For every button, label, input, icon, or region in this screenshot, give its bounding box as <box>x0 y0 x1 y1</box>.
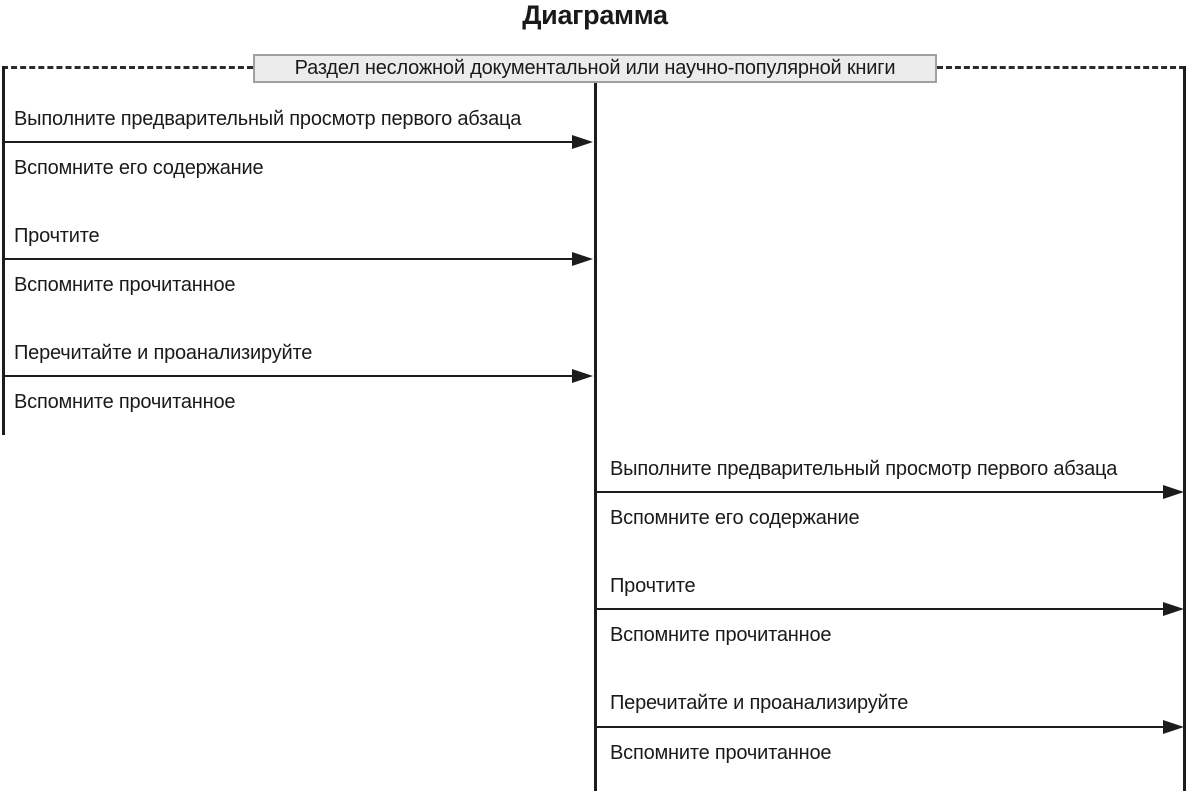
arrow-right-icon <box>1163 485 1184 499</box>
arrow-shaft <box>596 608 1165 611</box>
section-label-box <box>253 54 937 83</box>
left-step1-action: Выполните предварительный просмотр первого абзаца <box>14 108 522 130</box>
middle-divider-line <box>594 83 597 791</box>
right-step2-recall: Вспомните прочитанное <box>610 624 832 646</box>
left-step2-action: Прочтите <box>14 225 100 247</box>
right-step2-action: Прочтите <box>610 575 696 597</box>
left-step1-recall: Вспомните его содержание <box>14 157 264 179</box>
arrow-right-icon <box>1163 602 1184 616</box>
right-step1-recall: Вспомните его содержание <box>610 507 860 529</box>
section-label: Раздел несложной документальной или научно-популярной книги <box>294 57 896 79</box>
right-border-line <box>1183 66 1186 791</box>
page-title: Диаграмма <box>522 0 668 30</box>
left-step3-recall: Вспомните прочитанное <box>14 391 236 413</box>
arrow-shaft <box>596 726 1165 729</box>
right-step3-recall: Вспомните прочитанное <box>610 742 832 764</box>
left-step3-action: Перечитайте и проанализируйте <box>14 342 313 364</box>
arrow-shaft <box>3 375 574 378</box>
arrow-shaft <box>3 258 574 261</box>
left-step2-recall: Вспомните прочитанное <box>14 274 236 296</box>
arrow-right-icon <box>572 369 593 383</box>
right-step1-action: Выполните предварительный просмотр первого абзаца <box>610 458 1118 480</box>
dashed-connector-right <box>937 66 1185 69</box>
arrow-right-icon <box>572 135 593 149</box>
left-bracket-line <box>2 66 5 435</box>
arrow-shaft <box>596 491 1165 494</box>
arrow-right-icon <box>572 252 593 266</box>
arrow-shaft <box>3 141 574 144</box>
arrow-right-icon <box>1163 720 1184 734</box>
dashed-connector-left <box>2 66 253 69</box>
right-step3-action: Перечитайте и проанализируйте <box>610 692 909 714</box>
